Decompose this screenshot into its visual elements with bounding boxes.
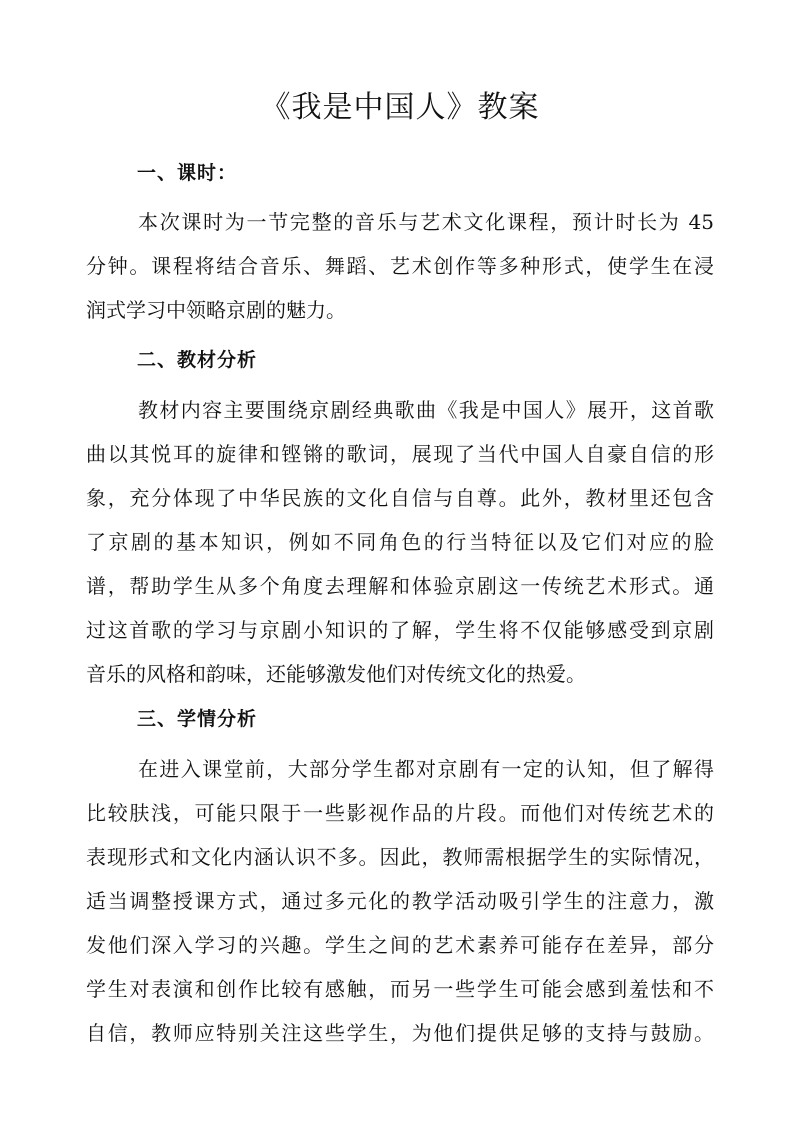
paragraph-line: 适当调整授课方式，通过多元化的教学活动吸引学生的注意力，激 (86, 889, 714, 913)
paragraph-line: 曲以其悦耳的旋律和铿锵的歌词，展现了当代中国人自豪自信的形 (86, 442, 714, 466)
paragraph-line: 象，充分体现了中华民族的文化自信与自尊。此外，教材里还包含 (86, 486, 714, 510)
section-heading-class-hours: 一、课时： (137, 162, 238, 184)
paragraph-class-hours (86, 200, 714, 332)
section-heading-student-analysis: 三、学情分析 (137, 708, 258, 730)
paragraph-line: 比较肤浅，可能只限于一些影视作品的片段。而他们对传统艺术的 (86, 801, 714, 825)
paragraph-line: 过这首歌的学习与京剧小知识的了解，学生将不仅能够感受到京剧 (86, 618, 714, 642)
paragraph-line: 表现形式和文化内涵认识不多。因此，教师需根据学生的实际情况， (86, 845, 714, 869)
paragraph-line: 学生对表演和创作比较有感触，而另一些学生可能会感到羞怯和不 (86, 977, 714, 1001)
paragraph-line: 教材内容主要围绕京剧经典歌曲《我是中国人》展开，这首歌 (138, 398, 714, 422)
paragraph-line: 了京剧的基本知识，例如不同角色的行当特征以及它们对应的脸 (86, 530, 714, 554)
paragraph-line: 在进入课堂前，大部分学生都对京剧有一定的认知，但了解得 (138, 757, 714, 781)
paragraph-line: 谱，帮助学生从多个角度去理解和体验京剧这一传统艺术形式。通 (86, 574, 714, 598)
paragraph-student-analysis (86, 747, 714, 1055)
paragraph-line: 发他们深入学习的兴趣。学生之间的艺术素养可能存在差异，部分 (86, 933, 714, 957)
paragraph-line: 本次课时为一节完整的音乐与艺术文化课程，预计时长为 45 (138, 210, 714, 234)
paragraph-line: 自信，教师应特别关注这些学生，为他们提供足够的支持与鼓励。 (86, 1021, 714, 1045)
paragraph-line: 分钟。课程将结合音乐、舞蹈、艺术创作等多种形式，使学生在浸 (86, 254, 714, 278)
document-title: 《我是中国人》教案 (260, 90, 540, 125)
section-heading-textbook-analysis: 二、教材分析 (137, 349, 258, 371)
paragraph-line: 润式学习中领略京剧的魅力。 (86, 298, 346, 322)
paragraph-line: 音乐的风格和韵味，还能够激发他们对传统文化的热爱。 (86, 662, 586, 686)
paragraph-textbook-analysis (86, 388, 714, 696)
